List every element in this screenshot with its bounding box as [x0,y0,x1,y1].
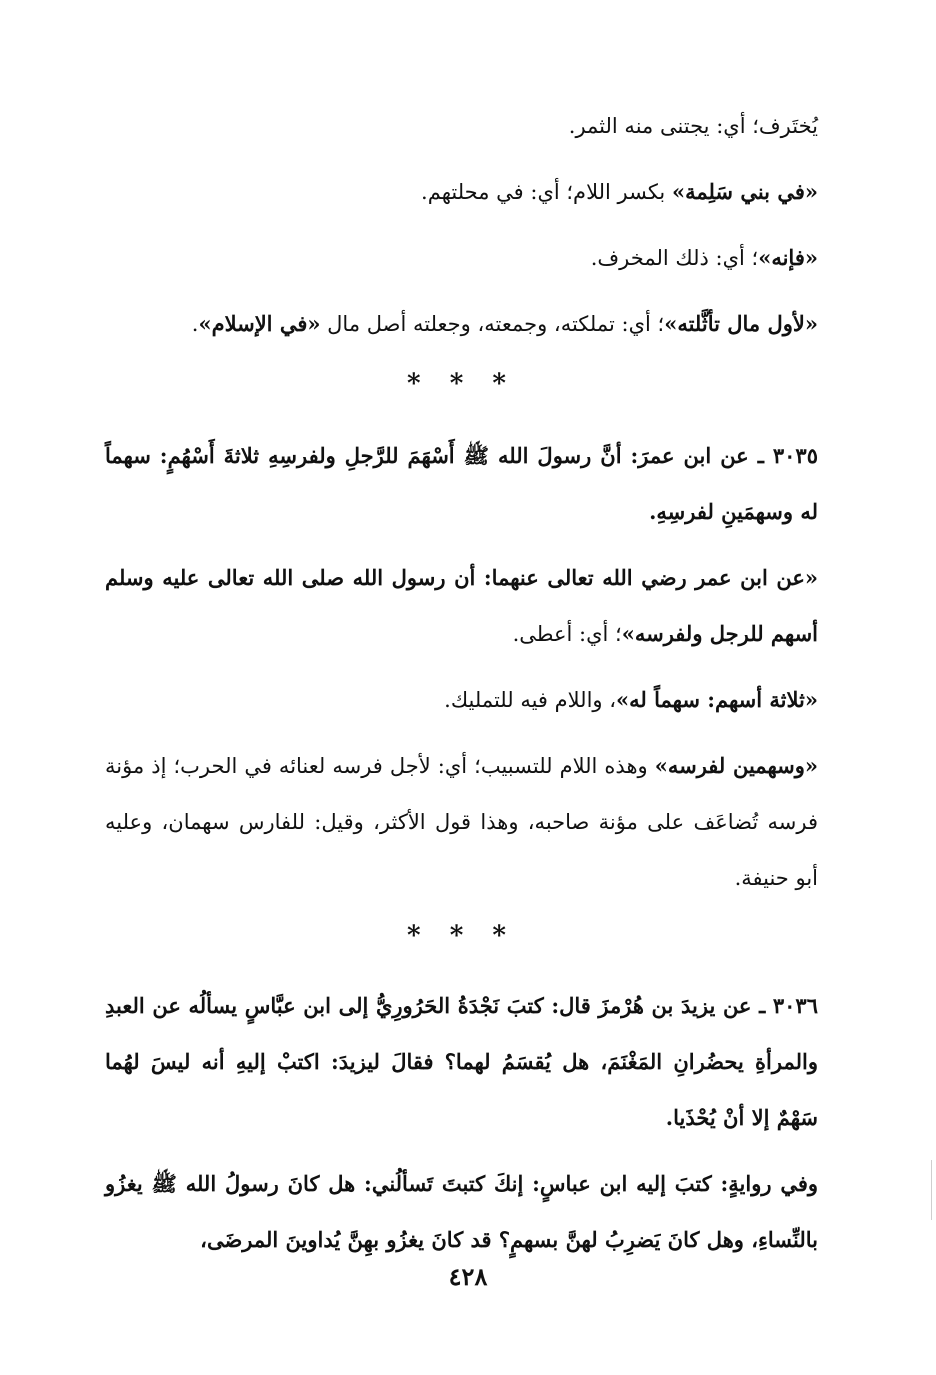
quoted-term: «لأول مال تأثَّلته» [664,311,818,336]
commentary-paragraph: «فإنه»؛ أي: ذلك المخرف. [590,245,818,270]
commentary-section-1 [105,98,818,352]
commentary-paragraph: يُختَرف؛ أي: يجتنى منه الثمر. [568,114,818,138]
hadith-text: ٣٠٣٥ ـ عن ابن عمرَ: أنَّ رسولَ الله ﷺ أَسْهَمَ للرَّجلِ ولفرسِهِ ثلاثةَ أَسْهُمٍ: سهماً له وسهمَينِ لفرسِهِ. [105,443,818,524]
hadith-section-3035 [105,428,818,906]
page-number: ٤٢٨ [448,1262,488,1291]
commentary-paragraph: «في بني سَلِمة» بكسر اللام؛ أي: في محلتهم. [421,179,818,204]
quoted-term: «وسهمين لفرسه» [654,753,818,778]
hadith-section-3036 [105,978,818,1268]
commentary-paragraph: «ثلاثة أسهم: سهماً له»، واللام فيه للتمليك. [444,687,818,712]
hadith-riwaya: وفي روايةٍ: كتبَ إليه ابن عباسٍ: إنكَ كتبتَ تَسألُني: هل كانَ رسولُ الله ﷺ يغزُو بالنِّساءِ، وهل كانَ يَضرِبُ لهنَّ بسهمٍ؟ قد كانَ يغزُو بهِنَّ يُداوينَ المرضَى، [105,1171,818,1252]
commentary-paragraph: «لأول مال تأثَّلته»؛ أي: تملكته، وجمعته، وجعلته أصل مال «في الإسلام». [191,311,818,336]
quoted-term: «ثلاثة أسهم: سهماً له» [616,687,818,712]
commentary-paragraph: «وسهمين لفرسه» وهذه اللام للتسبيب؛ أي: لأجل فرسه لعنائه في الحرب؛ إذ مؤنة فرسه تُضاعَف على مؤنة صاحبه، وهذا قول الأكثر، وقيل: للفارس سهمان، وعليه أبو حنيفة. [105,753,818,890]
section-separator: * * * [407,921,516,951]
margin-line [931,1160,932,1220]
section-separator: * * * [407,369,516,399]
hadith-text: ٣٠٣٦ ـ عن يزيدَ بن هُرْمزَ قال: كتبَ نَجْدَةُ الحَرُورِيُّ إلى ابن عبَّاسٍ يسألُه عن العبدِ والمرأةِ يحضُرانِ المَغْنَمَ، هل يُقسَمُ لهما؟ فقالَ ليزيدَ: اكتبْ إليهِ أنه ليسَ لهُما سَهْمٌ إلا أنْ يُحْذَيا. [105,993,818,1130]
quoted-term: «في الإسلام» [198,311,321,336]
commentary-paragraph: «عن ابن عمر رضي الله تعالى عنهما: أن رسول الله صلى الله تعالى عليه وسلم أسهم للرجل ولفرسه»؛ أي: أعطى. [105,565,818,646]
quoted-term: «فإنه» [758,245,818,270]
quoted-term: «عن ابن عمر رضي الله تعالى عنهما: أن رسول الله صلى الله تعالى عليه وسلم أسهم للرجل ولفرسه» [105,565,818,646]
quoted-term: «في بني سَلِمة» [671,179,818,204]
